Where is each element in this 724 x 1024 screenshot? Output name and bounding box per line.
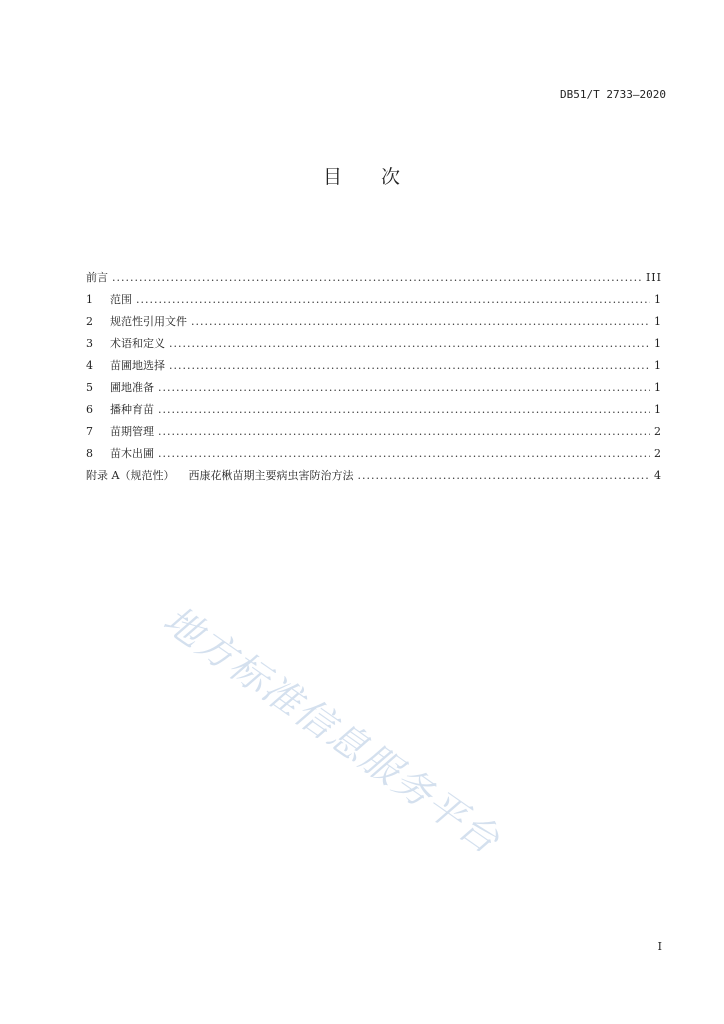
- toc-entry-foreword[interactable]: [86, 267, 662, 289]
- appendix-title: 西康花楸苗期主要病虫害防治方法: [188, 469, 354, 482]
- toc-leader-dots: [158, 421, 650, 443]
- toc-leader-dots: [191, 311, 650, 333]
- toc-entry-label: 圃地准备: [110, 381, 154, 394]
- toc-leader-dots: [169, 333, 650, 355]
- toc-entry-label: 规范性引用文件: [110, 315, 187, 328]
- toc-entry-label: 苗期管理: [110, 425, 154, 438]
- toc-entry-number: 5: [86, 381, 93, 394]
- toc-entry-number: 1: [86, 293, 93, 306]
- toc-entry-page: 1: [654, 337, 662, 350]
- appendix-prefix: 附录 A（规范性）: [86, 469, 175, 482]
- toc-entry-label: 范围: [110, 293, 132, 306]
- toc-entry-number: 3: [86, 337, 93, 350]
- toc-leader-dots: [169, 355, 650, 377]
- page-number: I: [657, 940, 662, 953]
- toc-entry-appendix-a[interactable]: [86, 465, 662, 487]
- toc-entry-label: 苗圃地选择: [110, 359, 165, 372]
- toc-leader-dots: [136, 289, 650, 311]
- toc-entry-page: 1: [654, 381, 662, 394]
- standard-code: DB51/T 2733—2020: [560, 88, 666, 101]
- toc-entry-page: 1: [654, 359, 662, 372]
- toc-leader-dots: [158, 377, 650, 399]
- toc-entry-number: 7: [86, 425, 93, 438]
- toc-entry-page: 1: [654, 293, 662, 306]
- toc-entry-2[interactable]: [86, 311, 662, 333]
- toc-entry-number: 8: [86, 447, 93, 460]
- watermark: 地方标准信息服务平台: [155, 597, 509, 863]
- page-title-char-1: 目: [322, 166, 343, 188]
- toc-entry-1[interactable]: [86, 289, 662, 311]
- toc-entry-label: [86, 465, 353, 487]
- toc-entry-6[interactable]: [86, 399, 662, 421]
- toc-entry-page: 1: [654, 403, 662, 416]
- toc-leader-dots: [357, 465, 650, 487]
- toc-entry-label: 术语和定义: [110, 337, 165, 350]
- toc-entry-page: 4: [654, 469, 662, 482]
- page-title-char-2: 次: [381, 166, 402, 188]
- toc-entry-page: 2: [654, 447, 662, 460]
- toc-entry-4[interactable]: [86, 355, 662, 377]
- toc-entry-label: 前言: [86, 271, 108, 284]
- toc-entry-number: 4: [86, 359, 93, 372]
- toc-entry-page: III: [645, 271, 662, 284]
- table-of-contents: [86, 267, 662, 487]
- toc-entry-7[interactable]: [86, 421, 662, 443]
- toc-leader-dots: [112, 267, 642, 289]
- toc-leader-dots: [158, 399, 650, 421]
- toc-entry-number: 6: [86, 403, 93, 416]
- toc-entry-5[interactable]: [86, 377, 662, 399]
- toc-leader-dots: [158, 443, 650, 465]
- toc-entry-label: 播种育苗: [110, 403, 154, 416]
- toc-entry-8[interactable]: [86, 443, 662, 465]
- toc-entry-page: 1: [654, 315, 662, 328]
- toc-entry-3[interactable]: [86, 333, 662, 355]
- toc-entry-number: 2: [86, 315, 93, 328]
- toc-entry-label: 苗木出圃: [110, 447, 154, 460]
- toc-entry-page: 2: [654, 425, 662, 438]
- page-title: [0, 162, 724, 189]
